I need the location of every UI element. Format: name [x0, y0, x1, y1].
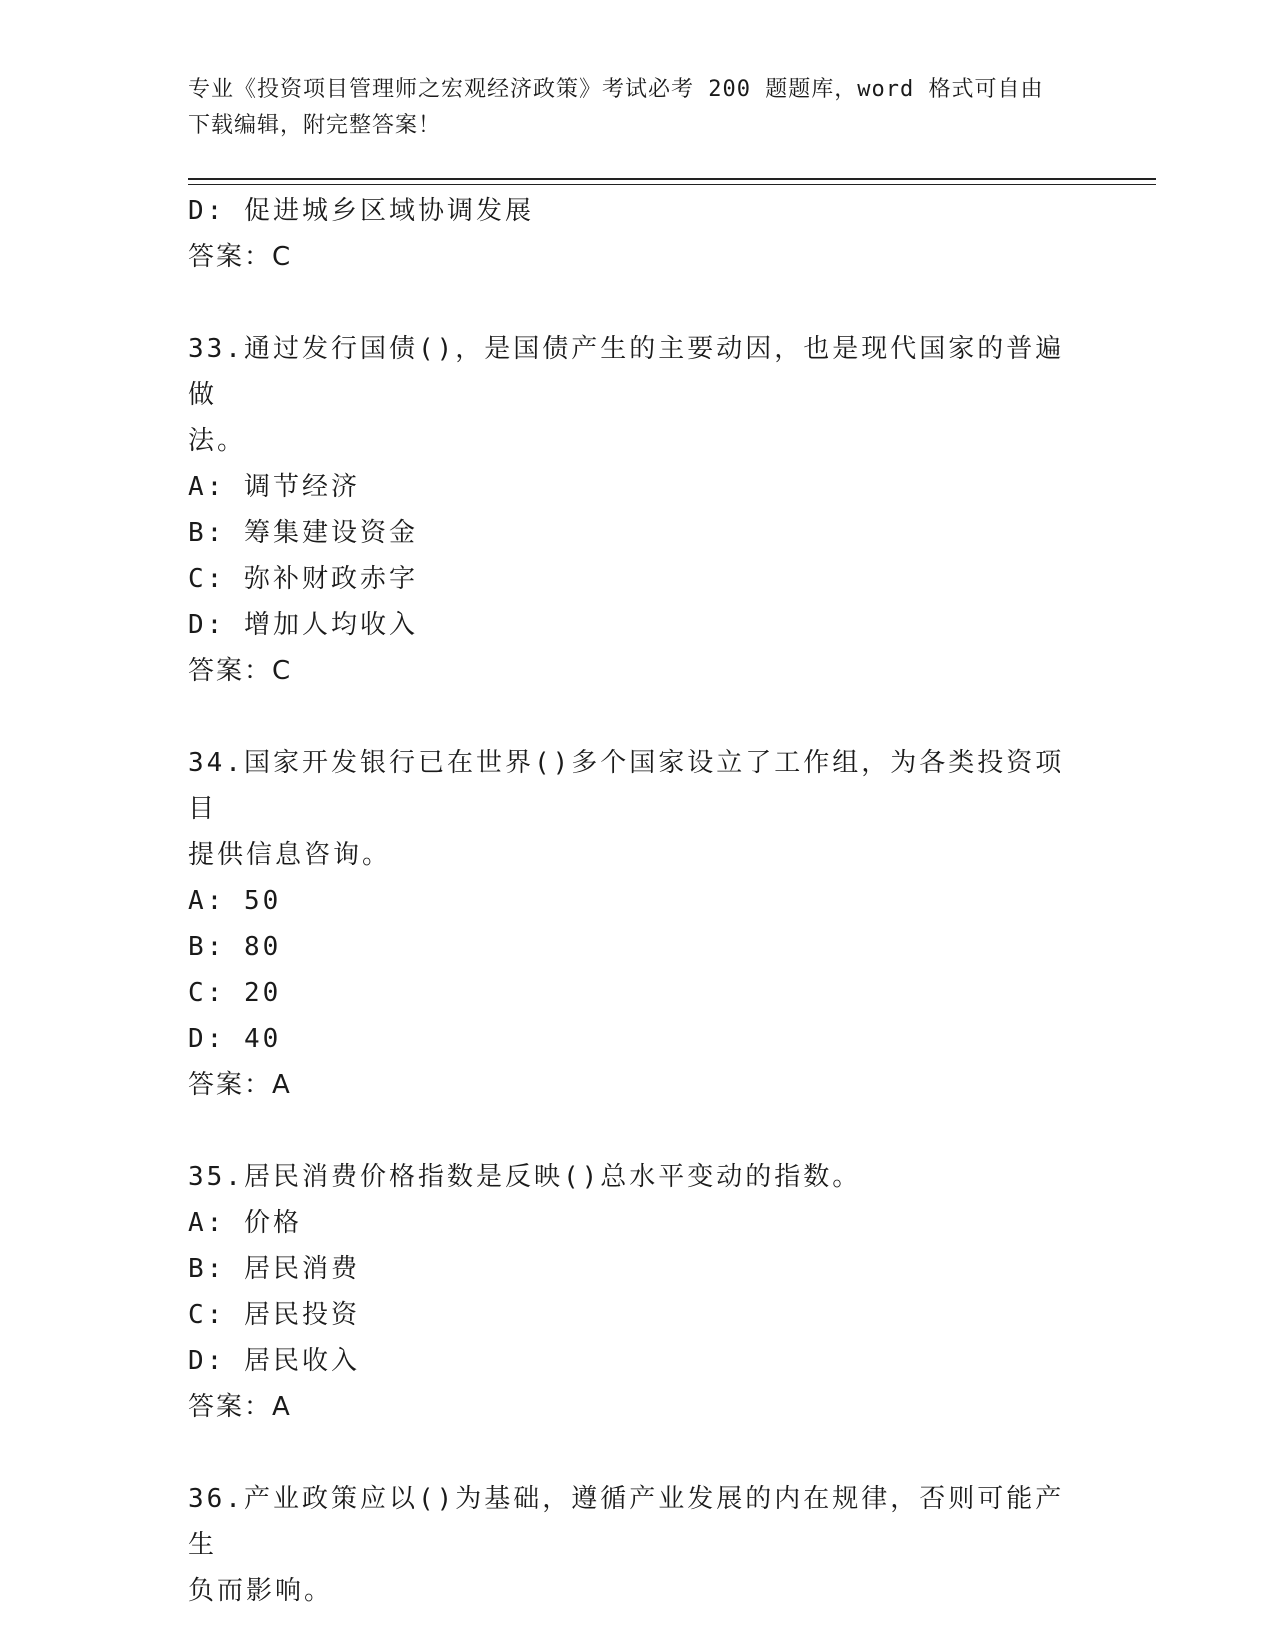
question-text-line-1: 34.国家开发银行已在世界()多个国家设立了工作组，为各类投资项目: [188, 748, 1065, 824]
question-block-36: [188, 1476, 1088, 1614]
header-rule-thin: [188, 184, 1156, 185]
option-c: C: 20: [188, 978, 282, 1008]
option-a: A: 调节经济: [188, 472, 360, 502]
option-a: A: 价格: [188, 1208, 302, 1238]
question-block-35: [188, 1154, 1088, 1430]
question-text-line-2: 负而影响。: [188, 1576, 334, 1606]
question-text-line-1: 36.产业政策应以()为基础，遵循产业发展的内在规律，否则可能产生: [188, 1484, 1065, 1560]
header-rule-thick: [188, 178, 1156, 180]
question-block-33: [188, 326, 1088, 694]
answer-line: 答案：A: [188, 1392, 292, 1422]
question-text-line-1: 35.居民消费价格指数是反映()总水平变动的指数。: [188, 1162, 862, 1192]
option-d: D: 促进城乡区域协调发展: [188, 196, 534, 226]
header-line-1: 专业《投资项目管理师之宏观经济政策》考试必考 200 题题库，word 格式可自由: [188, 77, 1044, 102]
answer-line: 答案：A: [188, 1070, 292, 1100]
option-b: B: 筹集建设资金: [188, 518, 418, 548]
question-text-line-2: 法。: [188, 426, 247, 456]
answer-line: 答案：C: [188, 242, 293, 272]
document-header: [188, 72, 1068, 144]
document-body: [188, 188, 1088, 1614]
answer-line: 答案：C: [188, 656, 293, 686]
question-block-32-tail: [188, 188, 1088, 280]
option-d: D: 40: [188, 1024, 282, 1054]
option-a: A: 50: [188, 886, 282, 916]
option-b: B: 80: [188, 932, 282, 962]
option-d: D: 居民收入: [188, 1346, 360, 1376]
option-b: B: 居民消费: [188, 1254, 360, 1284]
option-d: D: 增加人均收入: [188, 610, 418, 640]
question-text-line-1: 33.通过发行国债()，是国债产生的主要动因，也是现代国家的普遍做: [188, 334, 1065, 410]
option-c: C: 居民投资: [188, 1300, 360, 1330]
option-c: C: 弥补财政赤字: [188, 564, 418, 594]
question-text-line-2: 提供信息咨询。: [188, 840, 392, 870]
question-block-34: [188, 740, 1088, 1108]
header-line-2: 下载编辑，附完整答案！: [188, 113, 442, 138]
